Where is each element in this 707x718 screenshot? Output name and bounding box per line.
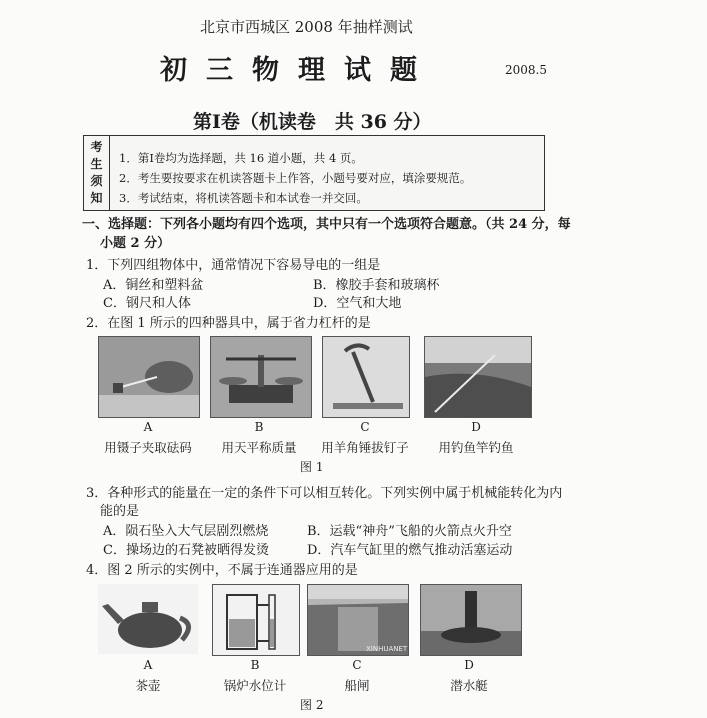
balance-photo xyxy=(210,336,312,418)
section-heading-cont: 小题 2 分） xyxy=(100,236,171,251)
figure1-letter-a: A xyxy=(143,420,153,434)
teapot-photo xyxy=(98,584,198,654)
question-stem: 2．在图 1 所示的四种器具中，属于省力杠杆的是 xyxy=(86,316,371,331)
ship-lock-photo xyxy=(307,584,409,656)
school-title: 北京市西城区 2008 年抽样测试 xyxy=(200,18,413,36)
option-b: B．橡胶手套和玻璃杯 xyxy=(313,278,440,293)
figure1-caption-d: 用钓鱼竿钓鱼 xyxy=(438,440,514,455)
submarine-photo xyxy=(420,584,522,656)
question-stem: 3．各种形式的能量在一定的条件下可以相互转化。下列实例中属于机械能转化为内 xyxy=(86,486,563,501)
figure1-caption-c: 用羊角锤拔钉子 xyxy=(321,440,409,455)
option-a: A．陨石坠入大气层剧烈燃烧 xyxy=(103,524,269,539)
notice-label xyxy=(84,136,110,210)
notice-label-char: 须 xyxy=(90,174,103,188)
notice-item: 1．第Ⅰ卷均为选择题，共 16 道小题，共 4 页。 xyxy=(119,151,363,165)
notice-item: 2．考生要按要求在机读答题卡上作答，小题号要对应，填涂要规范。 xyxy=(119,171,472,185)
option-d: D．空气和大地 xyxy=(313,296,402,311)
figure1-caption-b: 用天平称质量 xyxy=(221,440,297,455)
option-c: C．钢尺和人体 xyxy=(103,296,191,311)
fishing-rod-photo xyxy=(424,336,532,418)
figure1-label: 图 1 xyxy=(300,460,324,474)
tweezers-photo xyxy=(98,336,200,418)
notice-label-char: 生 xyxy=(90,157,103,171)
figure2-letter-c: C xyxy=(352,658,362,672)
figure2-letter-b: B xyxy=(250,658,260,672)
question-stem: 4．图 2 所示的实例中，不属于连通器应用的是 xyxy=(86,563,358,578)
figure2-letter-a: A xyxy=(143,658,153,672)
figure2-caption-d: 潜水艇 xyxy=(450,678,488,693)
question-stem-cont: 能的是 xyxy=(100,504,140,519)
figure2-caption-c: 船闸 xyxy=(344,678,370,693)
figure1-caption-a: 用镊子夹取砝码 xyxy=(104,440,192,455)
figure2-letter-d: D xyxy=(464,658,474,672)
figure1-letter-b: B xyxy=(254,420,264,434)
notice-label-char: 知 xyxy=(90,191,103,205)
figure1-letter-d: D xyxy=(471,420,481,434)
option-b: B．运载“神舟”飞船的火箭点火升空 xyxy=(307,524,512,539)
figure1-letter-c: C xyxy=(360,420,370,434)
exam-date: 2008.5 xyxy=(505,63,547,77)
notice-label-char: 考 xyxy=(90,140,103,154)
section-title: 第Ⅰ卷（机读卷 共 36 分） xyxy=(193,111,432,133)
question-stem: 1．下列四组物体中，通常情况下容易导电的一组是 xyxy=(86,258,381,273)
exam-title: 初三物理试题 xyxy=(160,55,436,86)
figure2-label: 图 2 xyxy=(300,698,324,712)
boiler-gauge-photo xyxy=(212,584,300,656)
xinhuanet-watermark: XINHUANET xyxy=(366,645,408,653)
option-c: C．操场边的石凳被晒得发烫 xyxy=(103,543,269,558)
figure2-caption-b: 锅炉水位计 xyxy=(223,678,287,693)
option-d: D．汽车气缸里的燃气推动活塞运动 xyxy=(307,543,513,558)
claw-hammer-photo xyxy=(322,336,410,418)
option-a: A．铜丝和塑料盆 xyxy=(103,278,204,293)
section-heading: 一、选择题：下列各小题均有四个选项，其中只有一个选项符合题意。（共 24 分，每 xyxy=(82,217,571,232)
figure2-caption-a: 茶壶 xyxy=(135,678,161,693)
candidate-notice-box xyxy=(83,135,545,211)
notice-item: 3．考试结束，将机读答题卡和本试卷一并交回。 xyxy=(119,191,368,205)
